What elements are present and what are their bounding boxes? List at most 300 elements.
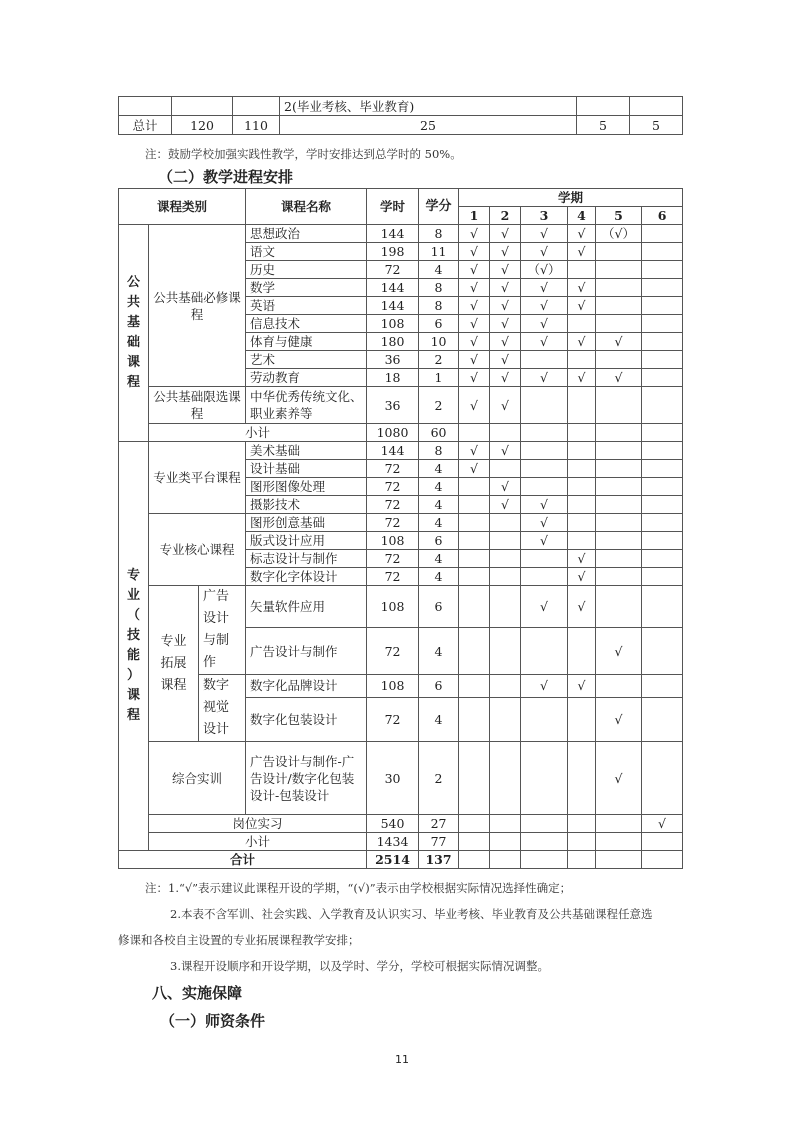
semester-mark: √ — [490, 387, 521, 424]
semester-mark: √ — [459, 369, 490, 387]
semester-mark: √ — [490, 442, 521, 460]
semester-mark — [521, 442, 568, 460]
semester-mark: √ — [521, 586, 568, 628]
semester-mark — [490, 460, 521, 478]
course-hours: 144 — [367, 442, 419, 460]
semester-mark — [490, 424, 521, 442]
semester-mark — [459, 586, 490, 628]
heading-faculty: （一）师资条件 — [160, 1012, 266, 1030]
course-credits: 2 — [419, 742, 459, 815]
semester-mark: √ — [521, 675, 568, 698]
semester-mark — [490, 675, 521, 698]
ext-direction: 数字 视觉 设计 — [199, 675, 246, 742]
semester-mark: √ — [596, 333, 642, 351]
note-3: 3.课程开设顺序和开设学期，以及学时、学分，学校可根据实际情况调整。 — [170, 959, 549, 973]
course-name: 思想政治 — [246, 225, 367, 243]
semester-mark — [642, 315, 683, 333]
semester-mark: √ — [459, 225, 490, 243]
course-hours: 144 — [367, 279, 419, 297]
course-credits: 2 — [419, 387, 459, 424]
header-semester-2: 2 — [490, 207, 521, 225]
semester-mark — [642, 697, 683, 741]
note-practice: 注：鼓励学校加强实践性教学，学时安排达到总学时的 50%。 — [145, 147, 462, 161]
course-credits: 11 — [419, 243, 459, 261]
note-1: 注：1.“√”表示建议此课程开设的学期，“(√)”表示由学校根据实际情况选择性确定； — [145, 881, 572, 895]
semester-mark — [642, 532, 683, 550]
semester-mark: √ — [490, 351, 521, 369]
course-credits: 27 — [419, 815, 459, 833]
course-name: 中华优秀传统文化、职业素养等 — [246, 387, 367, 424]
course-hours: 144 — [367, 225, 419, 243]
semester-mark — [568, 833, 596, 851]
course-hours: 36 — [367, 351, 419, 369]
semester-mark — [459, 550, 490, 568]
cell — [119, 97, 172, 116]
course-credits: 6 — [419, 532, 459, 550]
course-credits: 4 — [419, 628, 459, 675]
semester-mark — [568, 261, 596, 279]
course-name: 英语 — [246, 297, 367, 315]
semester-mark — [568, 351, 596, 369]
semester-mark — [459, 675, 490, 698]
semester-mark: √ — [490, 225, 521, 243]
semester-mark: √ — [568, 297, 596, 315]
semester-mark — [596, 851, 642, 869]
semester-mark — [642, 478, 683, 496]
course-hours: 36 — [367, 387, 419, 424]
course-credits: 8 — [419, 279, 459, 297]
semester-mark: √ — [521, 225, 568, 243]
semester-mark — [642, 351, 683, 369]
course-name: 劳动教育 — [246, 369, 367, 387]
course-credits: 6 — [419, 315, 459, 333]
table-row — [119, 815, 683, 833]
semester-mark — [490, 514, 521, 532]
semester-mark: √ — [490, 369, 521, 387]
table-row — [119, 514, 683, 532]
semester-mark — [490, 532, 521, 550]
semester-mark — [642, 261, 683, 279]
semester-mark: √ — [568, 225, 596, 243]
cell-label: 总计 — [119, 116, 172, 135]
summary-table-continuation — [118, 96, 683, 135]
total-label: 合计 — [119, 851, 367, 869]
semester-mark — [642, 369, 683, 387]
semester-mark: √ — [459, 243, 490, 261]
header-semester: 学期 — [459, 189, 683, 207]
semester-mark — [596, 833, 642, 851]
course-credits: 4 — [419, 478, 459, 496]
table-row — [119, 442, 683, 460]
semester-mark — [642, 225, 683, 243]
semester-mark — [596, 815, 642, 833]
cell: 25 — [280, 116, 577, 135]
semester-mark — [642, 568, 683, 586]
semester-mark: √ — [490, 478, 521, 496]
course-credits: 4 — [419, 514, 459, 532]
semester-mark: √ — [568, 279, 596, 297]
semester-mark: √ — [596, 742, 642, 815]
semester-mark: √ — [521, 369, 568, 387]
semester-mark — [568, 478, 596, 496]
course-hours: 144 — [367, 297, 419, 315]
course-credits: 10 — [419, 333, 459, 351]
semester-mark: √ — [568, 675, 596, 698]
course-hours: 72 — [367, 697, 419, 741]
semester-mark: √ — [490, 261, 521, 279]
course-name: 摄影技术 — [246, 496, 367, 514]
semester-mark: √ — [521, 496, 568, 514]
subtotal-credits: 77 — [419, 833, 459, 851]
semester-mark — [568, 442, 596, 460]
subtotal-hours: 1080 — [367, 424, 419, 442]
heading-implementation: 八、实施保障 — [152, 984, 243, 1002]
semester-mark: √ — [490, 315, 521, 333]
semester-mark: √ — [568, 550, 596, 568]
semester-mark: √ — [490, 496, 521, 514]
total-hours: 2514 — [367, 851, 419, 869]
course-name: 图形创意基础 — [246, 514, 367, 532]
table-row — [119, 742, 683, 815]
course-credits: 6 — [419, 586, 459, 628]
subcategory-training: 综合实训 — [149, 742, 246, 815]
semester-mark: √ — [568, 243, 596, 261]
cell: 5 — [577, 116, 630, 135]
course-credits: 8 — [419, 442, 459, 460]
course-name: 图形图像处理 — [246, 478, 367, 496]
semester-mark — [490, 628, 521, 675]
semester-mark: √ — [642, 815, 683, 833]
course-credits: 1 — [419, 369, 459, 387]
semester-mark: √ — [521, 297, 568, 315]
header-semester-4: 4 — [568, 207, 596, 225]
course-hours: 108 — [367, 315, 419, 333]
semester-mark — [490, 815, 521, 833]
semester-mark — [459, 424, 490, 442]
course-name: 美术基础 — [246, 442, 367, 460]
header-semester-5: 5 — [596, 207, 642, 225]
course-hours: 72 — [367, 496, 419, 514]
semester-mark — [642, 333, 683, 351]
semester-mark: √ — [568, 369, 596, 387]
semester-mark — [521, 351, 568, 369]
course-name: 矢量软件应用 — [246, 586, 367, 628]
semester-mark — [459, 568, 490, 586]
semester-mark: √ — [521, 532, 568, 550]
semester-mark — [459, 514, 490, 532]
ext-direction: 广告 设计 与制 作 — [199, 586, 246, 675]
semester-mark — [596, 586, 642, 628]
course-credits: 4 — [419, 550, 459, 568]
semester-mark — [568, 496, 596, 514]
semester-mark — [521, 424, 568, 442]
semester-mark — [642, 833, 683, 851]
course-name: 数字化字体设计 — [246, 568, 367, 586]
cell: 2(毕业考核、毕业教育) — [280, 97, 577, 116]
semester-mark — [642, 297, 683, 315]
semester-mark — [568, 742, 596, 815]
subtotal-hours: 1434 — [367, 833, 419, 851]
course-credits: 2 — [419, 351, 459, 369]
semester-mark — [596, 279, 642, 297]
semester-mark — [459, 815, 490, 833]
semester-mark — [490, 568, 521, 586]
course-hours: 180 — [367, 333, 419, 351]
semester-mark: √ — [490, 297, 521, 315]
semester-mark — [642, 851, 683, 869]
cell — [577, 97, 630, 116]
semester-mark — [521, 460, 568, 478]
subcategory-core: 专业核心课程 — [149, 514, 246, 586]
course-name: 信息技术 — [246, 315, 367, 333]
semester-mark: √ — [596, 628, 642, 675]
semester-mark: √ — [459, 333, 490, 351]
semester-mark — [568, 532, 596, 550]
semester-mark: √ — [459, 442, 490, 460]
header-row — [119, 189, 683, 207]
course-hours: 108 — [367, 586, 419, 628]
note-2: 2.本表不含军训、社会实践、入学教育及认识实习、毕业考核、毕业教育及公共基础课程任意选 — [170, 907, 653, 921]
semester-mark — [490, 697, 521, 741]
header-name: 课程名称 — [246, 189, 367, 225]
course-credits: 4 — [419, 261, 459, 279]
table-row — [119, 586, 683, 628]
course-credits: 8 — [419, 297, 459, 315]
table-row — [119, 225, 683, 243]
semester-mark — [459, 496, 490, 514]
course-hours: 198 — [367, 243, 419, 261]
subtotal-credits: 60 — [419, 424, 459, 442]
semester-mark — [596, 261, 642, 279]
semester-mark — [459, 628, 490, 675]
semester-mark — [521, 742, 568, 815]
semester-mark — [521, 550, 568, 568]
course-name: 数字化品牌设计 — [246, 675, 367, 698]
course-hours: 18 — [367, 369, 419, 387]
semester-mark — [459, 697, 490, 741]
semester-mark — [521, 815, 568, 833]
semester-mark — [459, 851, 490, 869]
header-semester-1: 1 — [459, 207, 490, 225]
cell: 110 — [233, 116, 280, 135]
semester-mark: √ — [459, 297, 490, 315]
course-name: 设计基础 — [246, 460, 367, 478]
semester-mark — [642, 628, 683, 675]
semester-mark — [521, 851, 568, 869]
cell: 120 — [172, 116, 233, 135]
semester-mark — [490, 851, 521, 869]
semester-mark: √ — [459, 351, 490, 369]
course-credits: 8 — [419, 225, 459, 243]
course-name: 数学 — [246, 279, 367, 297]
semester-mark — [596, 351, 642, 369]
semester-mark — [596, 442, 642, 460]
semester-mark: √ — [521, 243, 568, 261]
semester-mark: √ — [568, 586, 596, 628]
table-row — [119, 97, 683, 116]
semester-mark — [596, 424, 642, 442]
semester-mark: √ — [459, 279, 490, 297]
course-hours: 108 — [367, 675, 419, 698]
total-credits: 137 — [419, 851, 459, 869]
category-public: 公 共 基 础 课 程 — [119, 225, 149, 442]
semester-mark — [568, 460, 596, 478]
page-number: 11 — [395, 1053, 409, 1066]
course-name: 广告设计与制作 — [246, 628, 367, 675]
semester-mark — [568, 851, 596, 869]
course-hours: 72 — [367, 478, 419, 496]
semester-mark — [568, 815, 596, 833]
course-name: 语文 — [246, 243, 367, 261]
semester-mark: √ — [459, 261, 490, 279]
semester-mark — [459, 833, 490, 851]
course-hours: 72 — [367, 261, 419, 279]
subcategory-limited: 公共基础限选课程 — [149, 387, 246, 424]
semester-mark — [642, 424, 683, 442]
schedule-table — [118, 188, 683, 869]
semester-mark: √ — [568, 568, 596, 586]
course-hours: 72 — [367, 568, 419, 586]
semester-mark — [521, 478, 568, 496]
semester-mark: √ — [459, 460, 490, 478]
subtotal-row — [119, 424, 683, 442]
note-2-cont: 修课和各校自主设置的专业拓展课程教学安排； — [118, 933, 360, 947]
semester-mark — [568, 628, 596, 675]
semester-mark — [521, 697, 568, 741]
semester-mark — [521, 387, 568, 424]
course-hours: 108 — [367, 532, 419, 550]
semester-mark: （√） — [521, 261, 568, 279]
semester-mark — [642, 460, 683, 478]
semester-mark — [642, 496, 683, 514]
semester-mark — [596, 315, 642, 333]
semester-mark: √ — [596, 369, 642, 387]
semester-mark — [642, 586, 683, 628]
header-semester-6: 6 — [642, 207, 683, 225]
course-credits: 4 — [419, 697, 459, 741]
subtotal-label: 小计 — [149, 833, 367, 851]
course-hours: 72 — [367, 460, 419, 478]
semester-mark: √ — [568, 333, 596, 351]
semester-mark — [642, 279, 683, 297]
header-category: 课程类别 — [119, 189, 246, 225]
course-name: 标志设计与制作 — [246, 550, 367, 568]
semester-mark — [596, 514, 642, 532]
semester-mark — [490, 550, 521, 568]
semester-mark — [490, 833, 521, 851]
semester-mark — [521, 568, 568, 586]
course-hours: 72 — [367, 628, 419, 675]
course-name: 历史 — [246, 261, 367, 279]
course-hours: 540 — [367, 815, 419, 833]
course-name: 数字化包装设计 — [246, 697, 367, 741]
semester-mark — [459, 478, 490, 496]
semester-mark — [642, 675, 683, 698]
cell — [233, 97, 280, 116]
semester-mark — [596, 297, 642, 315]
semester-mark: √ — [596, 697, 642, 741]
semester-mark — [642, 514, 683, 532]
cell — [630, 97, 683, 116]
category-professional: 专 业 （ 技 能 ） 课 程 — [119, 442, 149, 851]
semester-mark — [642, 442, 683, 460]
semester-mark — [596, 550, 642, 568]
semester-mark — [459, 742, 490, 815]
semester-mark: √ — [459, 315, 490, 333]
semester-mark — [642, 550, 683, 568]
semester-mark — [568, 697, 596, 741]
course-credits: 4 — [419, 496, 459, 514]
semester-mark — [596, 496, 642, 514]
semester-mark — [596, 568, 642, 586]
semester-mark — [521, 833, 568, 851]
semester-mark — [568, 424, 596, 442]
semester-mark — [568, 387, 596, 424]
semester-mark: √ — [521, 333, 568, 351]
header-credits: 学分 — [419, 189, 459, 225]
course-name: 版式设计应用 — [246, 532, 367, 550]
table-row — [119, 675, 683, 698]
subcategory-platform: 专业类平台课程 — [149, 442, 246, 514]
course-credits: 6 — [419, 675, 459, 698]
table-row — [119, 387, 683, 424]
semester-mark — [596, 532, 642, 550]
semester-mark: √ — [490, 243, 521, 261]
semester-mark — [596, 675, 642, 698]
course-hours: 72 — [367, 550, 419, 568]
semester-mark: （√） — [596, 225, 642, 243]
semester-mark — [642, 742, 683, 815]
course-hours: 72 — [367, 514, 419, 532]
semester-mark — [490, 586, 521, 628]
semester-mark: √ — [521, 279, 568, 297]
course-credits: 4 — [419, 568, 459, 586]
semester-mark — [596, 243, 642, 261]
internship-label: 岗位实习 — [149, 815, 367, 833]
subcategory-required: 公共基础必修课程 — [149, 225, 246, 387]
semester-mark — [596, 460, 642, 478]
section-title: （二）教学进程安排 — [158, 168, 294, 186]
course-name: 体育与健康 — [246, 333, 367, 351]
semester-mark: √ — [521, 315, 568, 333]
course-hours: 30 — [367, 742, 419, 815]
semester-mark: √ — [521, 514, 568, 532]
subtotal-row — [119, 833, 683, 851]
semester-mark — [490, 742, 521, 815]
semester-mark — [642, 243, 683, 261]
semester-mark — [642, 387, 683, 424]
total-row — [119, 851, 683, 869]
cell — [172, 97, 233, 116]
semester-mark — [568, 315, 596, 333]
table-row-total — [119, 116, 683, 135]
header-semester-3: 3 — [521, 207, 568, 225]
header-hours: 学时 — [367, 189, 419, 225]
semester-mark — [521, 628, 568, 675]
subtotal-label: 小计 — [149, 424, 367, 442]
semester-mark: √ — [490, 333, 521, 351]
course-name: 广告设计与制作-广告设计/数字化包装设计-包装设计 — [246, 742, 367, 815]
semester-mark: √ — [490, 279, 521, 297]
subcategory-extension: 专业 拓展 课程 — [149, 586, 199, 742]
semester-mark — [459, 532, 490, 550]
cell: 5 — [630, 116, 683, 135]
course-name: 艺术 — [246, 351, 367, 369]
course-credits: 4 — [419, 460, 459, 478]
semester-mark: √ — [459, 387, 490, 424]
semester-mark — [596, 387, 642, 424]
semester-mark — [596, 478, 642, 496]
